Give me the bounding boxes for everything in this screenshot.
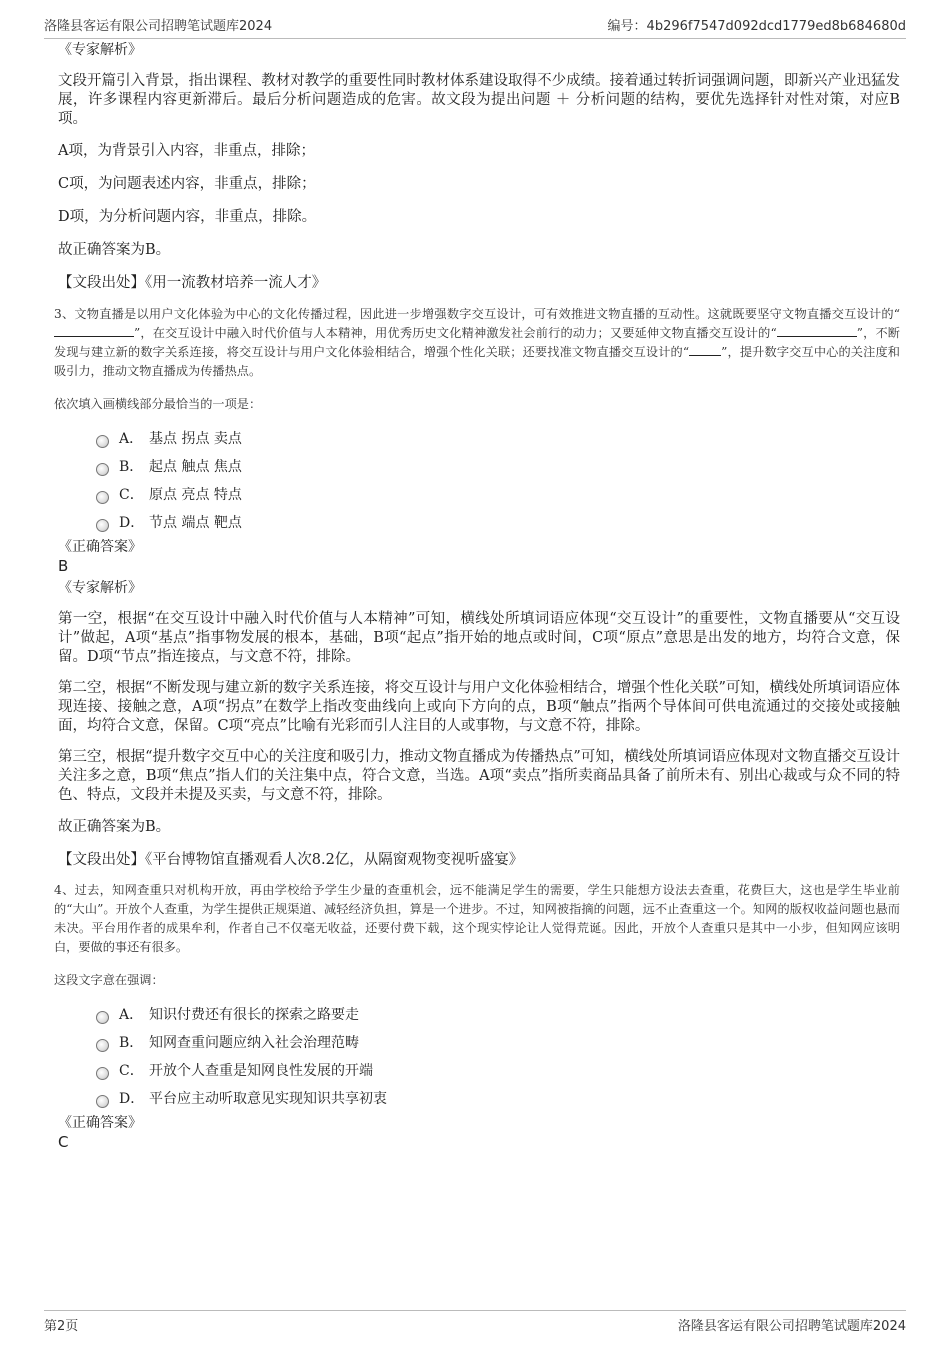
q4-option-d[interactable] [96,1089,950,1109]
q3-text-part-3: ”，不断发现与建立新的数字关系连接，将交互设计与用户文化体验相结合，增强个性化关联；还要找准文物直播交互设计的“ [54,326,900,359]
header-title: 洛隆县客运有限公司招聘笔试题库2024 [44,19,273,34]
page-content [0,40,950,1152]
radio-icon[interactable] [96,519,109,532]
option-d-note: D项，为分析问题内容，非重点，排除。 [58,209,317,225]
q4-option-b[interactable] [96,1033,950,1053]
q3-option-c[interactable] [96,485,950,505]
radio-icon[interactable] [96,1095,109,1108]
option-label: C． [119,487,144,503]
q3-source-citation: 【文段出处】《平台博物馆直播观看人次8.2亿，从隔窗观物变视听盛宴》 [58,852,524,868]
conclusion: 故正确答案为B。 [58,242,171,258]
option-text: 节点 端点 靶点 [149,515,242,531]
radio-icon[interactable] [96,1067,109,1080]
option-text: 知网查重问题应纳入社会治理范畴 [149,1035,359,1051]
option-text: 起点 触点 焦点 [149,459,242,475]
radio-icon[interactable] [96,1039,109,1052]
header-doc-id: 编号：4b296f7547d092dcd1779ed8b684680d [607,19,906,34]
q3-answer: B [58,557,69,575]
option-text: 原点 亮点 特点 [149,487,242,503]
question-3-prompt: 依次填入画横线部分最恰当的一项是： [54,397,262,411]
radio-icon[interactable] [96,491,109,504]
q3-answer-title: 《正确答案》 [58,539,142,555]
page-footer [44,1310,906,1334]
option-label: D． [119,1091,145,1107]
option-text: 平台应主动听取意见实现知识共享初衷 [149,1091,387,1107]
option-text: 基点 拐点 卖点 [149,431,242,447]
q3-option-a[interactable] [96,429,950,449]
q3-text-part-4: ”，提升数字交互中心的关注度和吸引力，推动文物直播成为传播热点。 [54,345,900,378]
q3-text-part-1: 3、文物直播是以用户文化体验为中心的文化传播过程，因此进一步增强数字交互设计，可有效推进文物直播的互动性。这就既要坚守文物直播交互设计的“ [54,307,900,321]
q3-analysis-3: 第三空，根据“提升数字交互中心的关注度和吸引力，推动文物直播成为传播热点”可知，横线处所填词语应体现对文物直播交互设计关注多之意，B项“焦点”指人们的关注集中点，符合文意，当选。A项“卖点”指所卖商品具备了前所未有、别出心裁或与众不同的特色、特点，文段并未提及买卖，与文意不符，排除。 [58,749,900,803]
radio-icon[interactable] [96,463,109,476]
option-label: D． [119,515,145,531]
q3-analysis-1: 第一空，根据“在交互设计中融入时代价值与人本精神”可知，横线处所填词语应体现“交互设计”的重要性，文物直播要从“交互设计”做起，A项“基点”指事物发展的根本，基础，B项“起点”指开始的地点或时间，C项“原点”意思是出发的地方，均符合文意，保留。D项“节点”指连接点，与文意不符，排除。 [58,611,900,665]
footer-title: 洛隆县客运有限公司招聘笔试题库2024 [677,1319,906,1334]
option-label: C． [119,1063,144,1079]
expert-analysis-text: 文段开篇引入背景，指出课程、教材对教学的重要性同时教材体系建设取得不少成绩。接着通过转折词强调问题，即新兴产业迅猛发展，许多课程内容更新滞后。最后分析问题造成的危害。故文段为提出问题 ＋ 分析问题的结构，要优先选择针对性对策，对应B项。 [58,73,900,127]
q3-option-b[interactable] [96,457,950,477]
question-4-text: 4、过去，知网查重只对机构开放，再由学校给予学生少量的查重机会，远不能满足学生的需要，学生只能想方设法去查重，花费巨大，这也是学生毕业前的“大山”。开放个人查重，为学生提供正规渠道、减轻经济负担，算是一个进步。不过，知网被指摘的问题，远不止查重这一个。知网的版权收益问题也悬而未决。平台用作者的成果牟利，作者自己不仅毫无收益，还要付费下载，这个现实悖论让人觉得荒诞。因此，开放个人查重只是其中一小步，但知网应该明白，要做的事还有很多。 [54,883,900,954]
fill-blank-1 [54,324,134,337]
option-label: A． [119,431,144,447]
question-3-text [54,305,900,381]
option-text: 开放个人查重是知网良性发展的开端 [149,1063,373,1079]
option-text: 知识付费还有很长的探索之路要走 [149,1007,359,1023]
q4-answer-title: 《正确答案》 [58,1115,142,1131]
radio-icon[interactable] [96,1011,109,1024]
q3-conclusion: 故正确答案为B。 [58,819,171,835]
fill-blank-2 [777,324,857,337]
q4-option-a[interactable] [96,1005,950,1025]
option-a-note: A项，为背景引入内容，非重点，排除； [58,143,315,159]
q3-analysis-title: 《专家解析》 [58,580,142,596]
question-4-prompt: 这段文字意在强调： [54,973,164,987]
option-label: A． [119,1007,144,1023]
q4-answer: C [58,1133,69,1151]
option-label: B． [119,459,144,475]
expert-analysis-title: 《专家解析》 [58,42,142,58]
option-label: B． [119,1035,144,1051]
fill-blank-3 [689,343,721,356]
page-header [44,15,906,39]
q3-option-d[interactable] [96,513,950,533]
radio-icon[interactable] [96,435,109,448]
q3-text-part-2: ”，在交互设计中融入时代价值与人本精神，用优秀历史文化精神激发社会前行的动力；又要延伸文物直播交互设计的“ [134,326,777,340]
page-number: 第2页 [44,1319,79,1334]
q4-option-c[interactable] [96,1061,950,1081]
option-c-note: C项，为问题表述内容，非重点，排除； [58,176,316,192]
source-citation: 【文段出处】《用一流教材培养一流人才》 [58,275,327,291]
q3-analysis-2: 第二空，根据“不断发现与建立新的数字关系连接，将交互设计与用户文化体验相结合，增强个性化关联”可知，横线处所填词语应体现连接、接触之意，A项“拐点”在数学上指改变曲线向上或向下方向的点，B项“触点”指两个导体间可供电流通过的交接处或接触面，均符合文意，保留。C项“亮点”比喻有光彩而引人注目的人或事物，与文意不符，排除。 [58,680,900,734]
